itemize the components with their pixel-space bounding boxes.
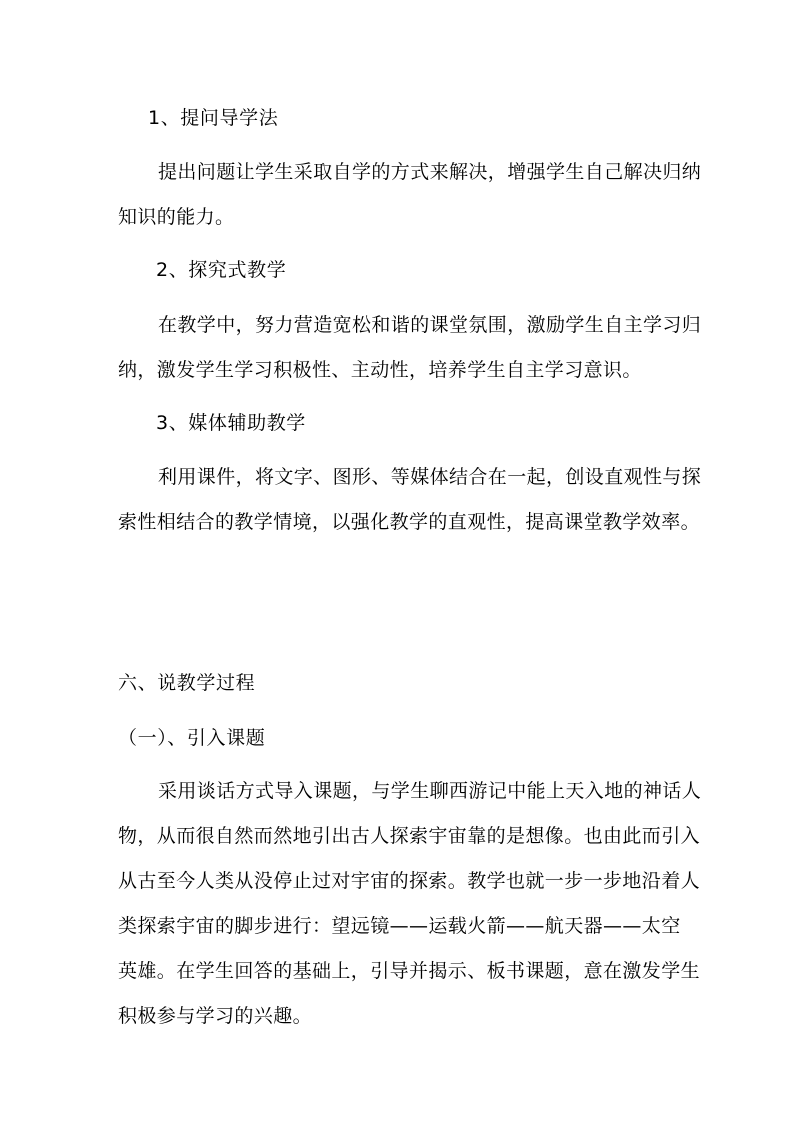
intro-text-line-3: 从古至今人类从没停止过对宇宙的探索。教学也就一步一步地沿着人 [118, 870, 701, 892]
method-2-heading: 2、探究式教学 [156, 259, 287, 281]
method-2-text-line-2: 纳，激发学生学习积极性、主动性，培养学生自主学习意识。 [118, 359, 642, 381]
method-3-text-line-2: 索性相结合的教学情境，以强化教学的直观性，提高课堂教学效率。 [118, 511, 701, 533]
method-1-text-line-1: 提出问题让学生采取自学的方式来解决，增强学生自己解决归纳 [158, 161, 702, 183]
intro-text-line-1: 采用谈话方式导入课题，与学生聊西游记中能上天入地的神话人 [158, 780, 702, 802]
intro-text-line-2: 物，从而很自然而然地引出古人探索宇宙靠的是想像。也由此而引入 [118, 825, 701, 847]
section-6-title: 六、说教学过程 [118, 672, 256, 694]
method-2-text-line-1: 在教学中，努力营造宽松和谐的课堂氛围，激励学生自主学习归 [158, 314, 702, 336]
intro-text-line-6: 积极参与学习的兴趣。 [118, 1005, 313, 1027]
method-3-heading: 3、媒体辅助教学 [156, 412, 306, 434]
method-1-heading: 1、提问导学法 [148, 107, 279, 129]
subsection-1-title: （一）、引入课题 [118, 727, 266, 749]
method-1-text-line-2: 知识的能力。 [118, 206, 235, 228]
method-3-text-line-1: 利用课件，将文字、图形、等媒体结合在一起，创设直观性与探 [158, 466, 702, 488]
intro-text-line-5: 英雄。在学生回答的基础上，引导并揭示、板书课题，意在激发学生 [118, 960, 701, 982]
intro-text-line-4: 类探索宇宙的脚步进行：望远镜——运载火箭——航天器——太空 [118, 915, 681, 937]
